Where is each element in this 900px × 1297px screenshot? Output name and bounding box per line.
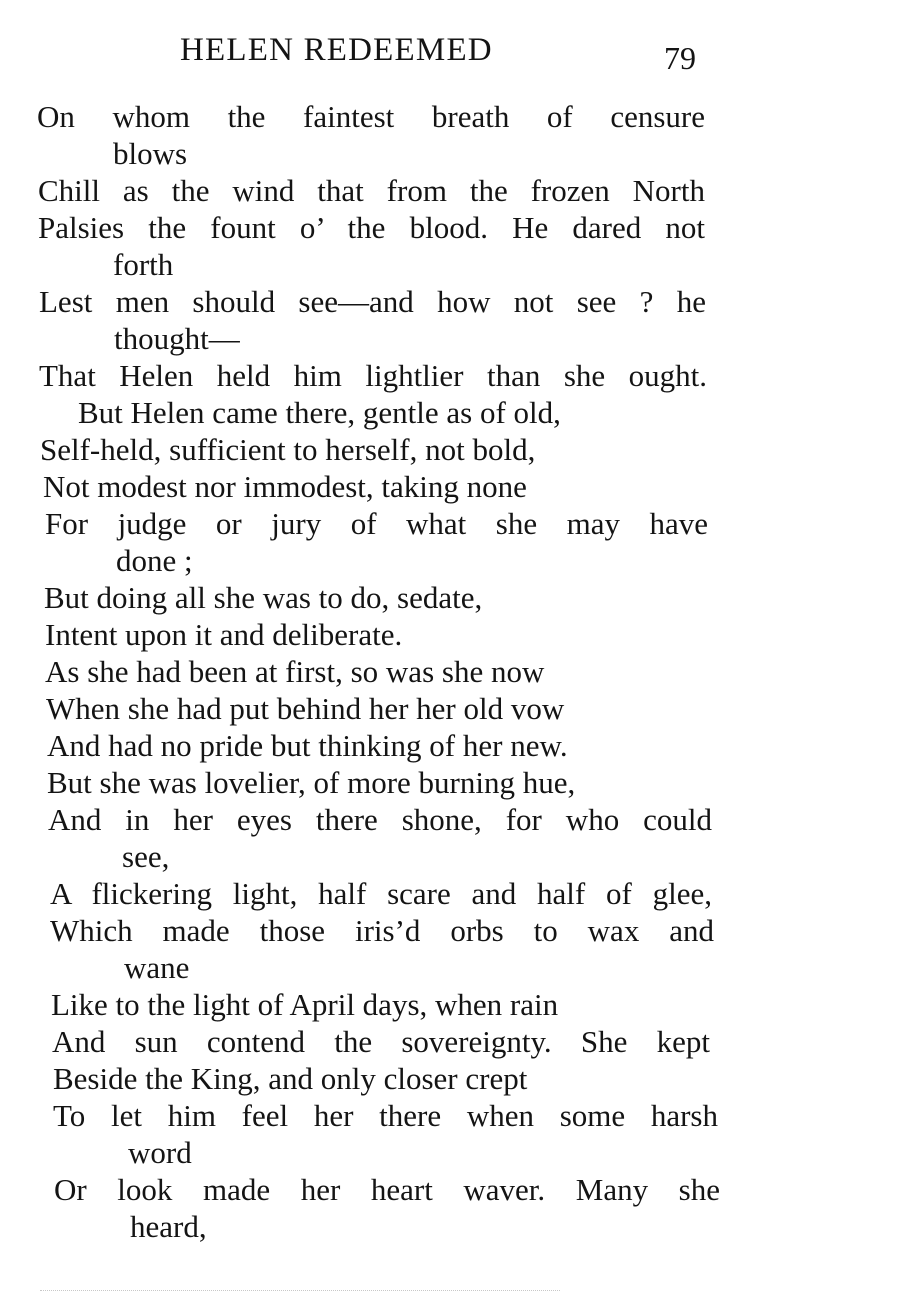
page-number: 79: [664, 40, 696, 76]
poem-line: Self-held, sufficient to herself, not bold,: [40, 432, 536, 467]
poem-line-continuation: heard,: [130, 1209, 207, 1244]
poem-line: Lest men should see—and how not see ? he: [39, 284, 706, 319]
poem-line: Not modest nor immodest, taking none: [43, 469, 527, 504]
poem-line: Palsies the fount o’ the blood. He dared not: [38, 210, 705, 245]
poem-line: As she had been at first, so was she now: [45, 654, 545, 689]
poem-line: But she was lovelier, of more burning hue,: [47, 765, 576, 800]
poem-line: To let him feel her there when some harsh: [53, 1098, 718, 1133]
poem-line: But Helen came there, gentle as of old,: [78, 395, 561, 430]
poem-line-continuation: thought—: [114, 321, 240, 356]
poem-line: For judge or jury of what she may have: [45, 506, 708, 541]
poem-line: Or look made her heart waver. Many she: [54, 1172, 720, 1207]
poem-line: When she had put behind her her old vow: [46, 691, 565, 726]
poem-line: On whom the faintest breath of censure: [37, 99, 705, 134]
poem-line: That Helen held him lightlier than she ought.: [39, 358, 707, 393]
poem-line: Chill as the wind that from the frozen North: [38, 173, 705, 208]
poem-line: But doing all she was to do, sedate,: [44, 580, 483, 615]
poem-line-continuation: forth: [113, 247, 174, 282]
scan-artifact-divider: [40, 1288, 560, 1291]
poem-line: Intent upon it and deliberate.: [45, 617, 403, 652]
poem-line-continuation: see,: [122, 839, 170, 874]
poem-line: And had no pride but thinking of her new.: [47, 728, 568, 763]
poem-line: Beside the King, and only closer crept: [53, 1061, 528, 1096]
page-header: [0, 28, 900, 76]
poem-line-continuation: done ;: [116, 543, 193, 578]
poem-line: A flickering light, half scare and half of glee,: [50, 876, 712, 911]
poem-line: And in her eyes there shone, for who could: [48, 802, 712, 837]
poem-line: And sun contend the sovereignty. She kept: [52, 1024, 710, 1059]
poem-line-continuation: wane: [124, 950, 190, 985]
poem-line: Like to the light of April days, when rain: [51, 987, 559, 1022]
running-title: HELEN REDEEMED: [180, 32, 493, 68]
poem-line-continuation: blows: [113, 136, 188, 171]
poem-line-continuation: word: [128, 1135, 192, 1170]
poem-line: Which made those iris’d orbs to wax and: [50, 913, 714, 948]
